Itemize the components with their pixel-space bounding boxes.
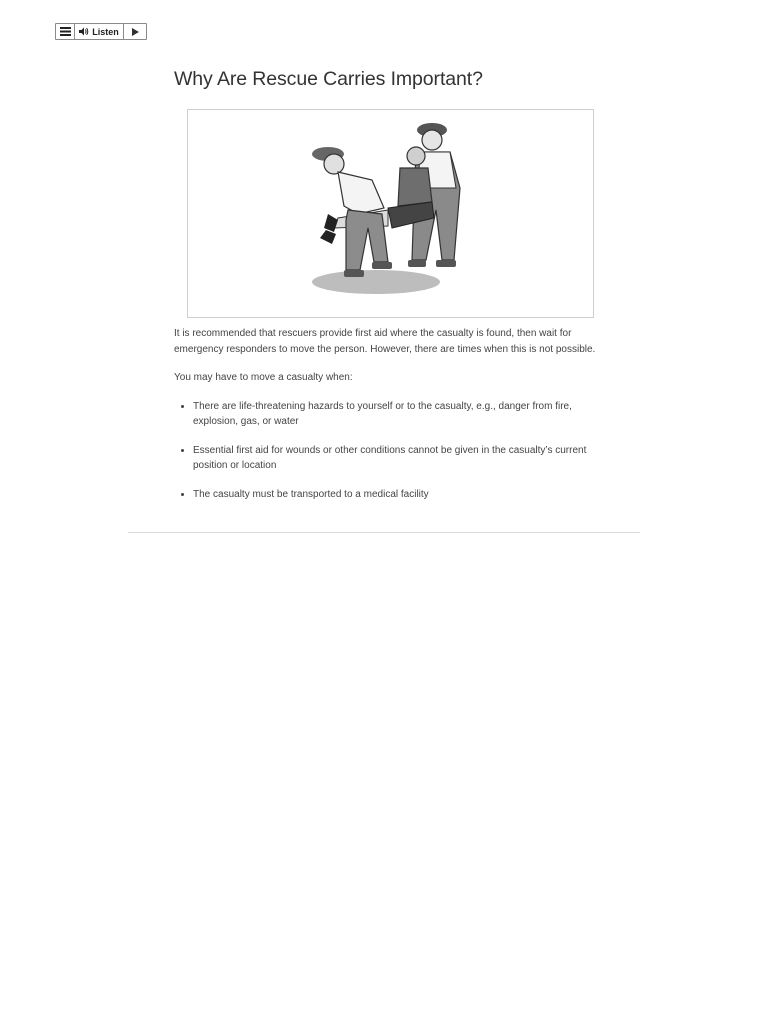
listen-button[interactable] <box>75 24 124 39</box>
reasons-list <box>174 399 599 503</box>
list-item: • Essential first aid for wounds or other conditions cannot be given in the casualty’s current position or location <box>193 443 599 474</box>
rescue-carry-figure <box>187 109 594 318</box>
page-title: Why Are Rescue Carries Important? <box>174 68 483 90</box>
read-aloud-toolbar <box>55 23 147 40</box>
intro-paragraph: It is recommended that rescuers provide first aid where the casualty is found, then wait for emergency responders to move the person. However, there are times when this is not possible. <box>174 328 596 355</box>
list-item: • The casualty must be transported to a medical facility <box>193 487 599 503</box>
rescue-carry-illustration <box>188 110 595 319</box>
list-item: • There are life-threatening hazards to yourself or to the casualty, e.g., danger from fire, explosion, gas, or water <box>193 399 599 430</box>
article-header <box>174 66 594 92</box>
article-body <box>174 326 599 515</box>
play-icon <box>132 28 139 36</box>
hamburger-icon <box>60 27 71 36</box>
speaker-icon <box>79 27 89 36</box>
lead-paragraph: You may have to move a casualty when: <box>174 372 353 383</box>
listen-label: Listen <box>92 26 119 37</box>
menu-button[interactable] <box>56 24 75 39</box>
section-divider <box>128 532 640 533</box>
play-button[interactable] <box>124 24 146 39</box>
